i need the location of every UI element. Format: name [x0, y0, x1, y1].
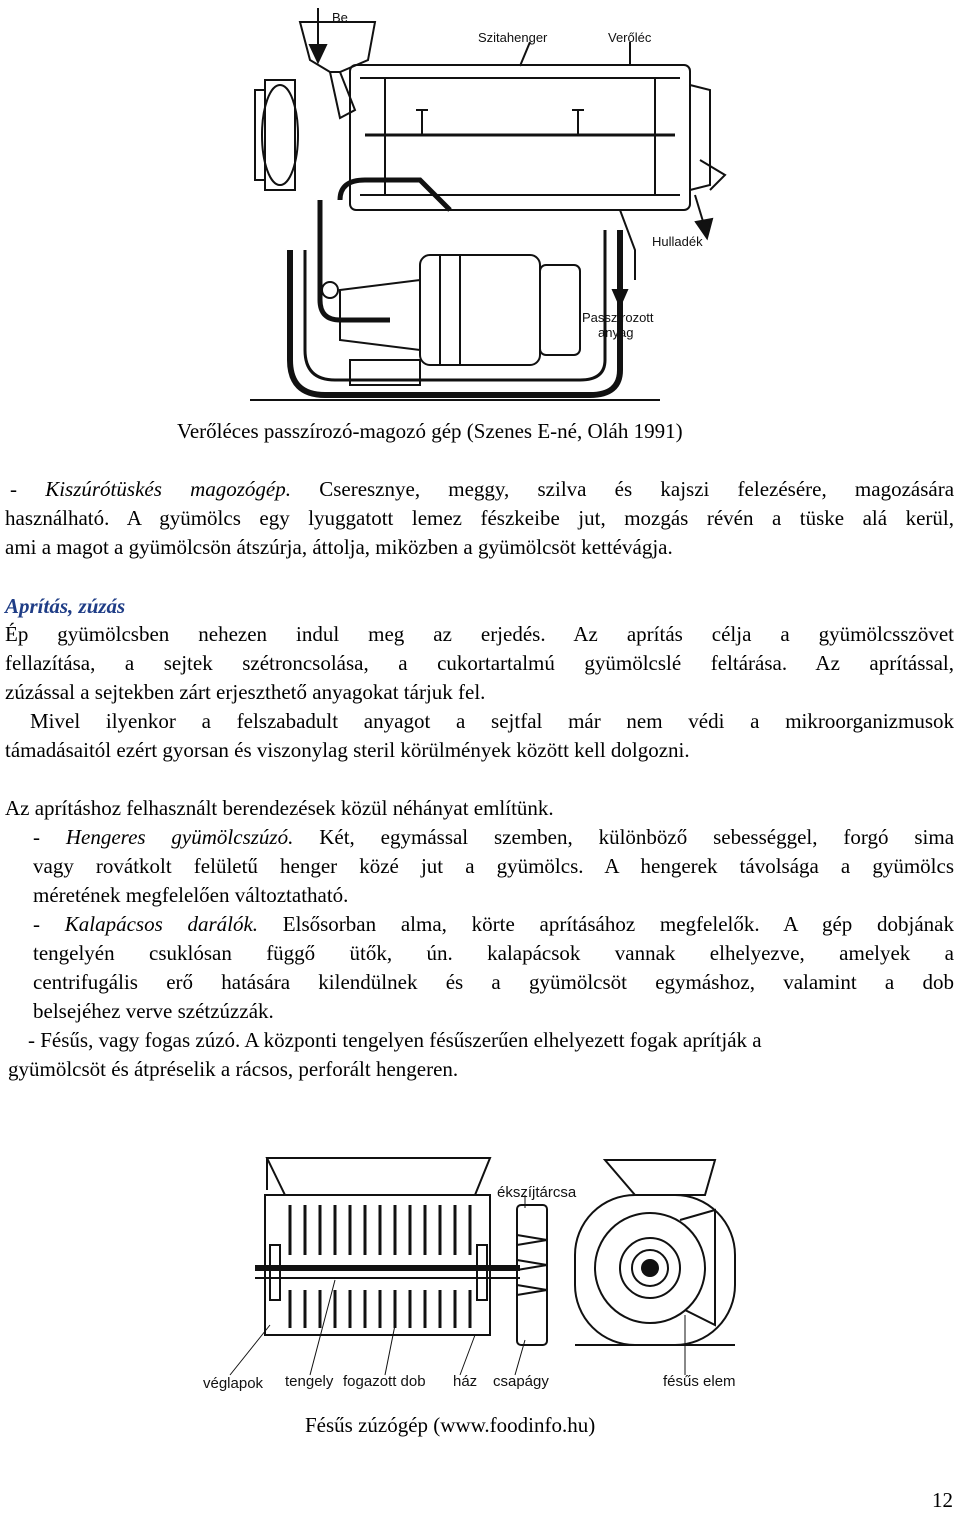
- label-haz: ház: [453, 1373, 478, 1390]
- kalapacsos-line2: tengelyén csuklósan függő ütők, ún. kalapácsok vannak elhelyezve, amelyek a: [33, 941, 954, 965]
- hengeres-line3: méretének megfelelően változtatható.: [33, 883, 349, 907]
- para1-line2: fellazítása, a sejtek szétroncsolása, a cukortartalmú gyümölcslé feltárása. Az aprítással,: [5, 651, 954, 675]
- kiszuro-line1: - Kiszúrótüskés magozógép. Cseresznye, meggy, szilva és kajszi felezésére, magozására: [10, 477, 955, 501]
- kalapacsos-name: Kalapácsos darálók.: [64, 912, 259, 936]
- label-hulladek: Hulladék: [652, 234, 703, 249]
- figure2-caption: Fésűs zúzógép (www.foodinfo.hu): [305, 1413, 596, 1437]
- para2-line1: Mivel ilyenkor a felszabadult anyagot a sejtfal már nem védi a mikroorganizmusok: [30, 709, 954, 733]
- para2-line2: támadásaitól ezért gyorsan és viszonylag steril körülmények között kell dolgozni.: [5, 738, 690, 762]
- kalapacsos-line4: belsejéhez verve szétzúzzák.: [33, 999, 274, 1023]
- hengeres-line1: - Hengeres gyümölcszúzó. Két, egymással szemben, különböző sebességgel, forgó sima: [33, 825, 955, 849]
- label-veglapok: véglapok: [203, 1375, 264, 1392]
- label-passzirozott-2: anyag: [598, 325, 634, 340]
- section-heading: Aprítás, zúzás: [5, 594, 126, 618]
- para1-line3: zúzással a sejtekben zárt erjeszthető anyagokat tárjuk fel.: [5, 680, 486, 704]
- label-be: Be: [332, 10, 348, 25]
- intro-line: Az aprításhoz felhasznált berendezések közül néhányat említünk.: [5, 796, 554, 820]
- label-fesus-elem: fésűs elem: [663, 1373, 736, 1390]
- label-verolec: Verőléc: [608, 30, 652, 45]
- label-fogazott-dob: fogazott dob: [343, 1373, 426, 1390]
- figure1-caption: Verőléces passzírozó-magozó gép (Szenes E-né, Oláh 1991): [177, 419, 683, 443]
- hengeres-line2: vagy rovátkolt felületű henger közé jut a gyümölcs. A hengerek távolsága a gyümölcs: [33, 854, 954, 878]
- para1-line1: Ép gyümölcsben nehezen indul meg az erjedés. Az aprítás célja a gyümölcsszövet: [5, 622, 954, 646]
- page-number: 12: [932, 1488, 953, 1512]
- figure-passzirozo-magozo: [190, 0, 730, 415]
- kiszuro-line2: használható. A gyümölcs egy lyuggatott lemez fészkeibe jut, mozgás révén a tüske alá kerül,: [5, 506, 954, 530]
- label-csapagy: csapágy: [493, 1373, 549, 1390]
- label-ekszijtarcsa: ékszíjtárcsa: [497, 1184, 577, 1201]
- label-passzirozott-1: Passzírozott: [582, 310, 654, 325]
- kalapacsos-line1: - Kalapácsos darálók. Elsősorban alma, körte aprításához megfelelők. A gép dobjának: [33, 912, 954, 936]
- fesus-line1: - Fésűs, vagy fogas zúzó. A központi tengelyen fésűszerűen elhelyezett fogak aprítják a: [28, 1028, 762, 1052]
- label-tengely: tengely: [285, 1373, 334, 1390]
- kiszuro-name: Kiszúrótüskés magozógép.: [45, 477, 291, 501]
- figure-fesus-zuzogep: [195, 1150, 755, 1400]
- label-szitahenger: Szitahenger: [478, 30, 548, 45]
- kiszuro-line3: ami a magot a gyümölcsön átszúrja, áttolja, miközben a gyümölcsöt kettévágja.: [5, 535, 673, 559]
- hengeres-name: Hengeres gyümölcszúzó.: [65, 825, 294, 849]
- fesus-line2: gyümölcsöt és átpréselik a rácsos, perforált hengeren.: [8, 1057, 459, 1081]
- kalapacsos-line3: centrifugális erő hatására kilendülnek és a gyümölcsöt egymáshoz, valamint a dob: [33, 970, 954, 994]
